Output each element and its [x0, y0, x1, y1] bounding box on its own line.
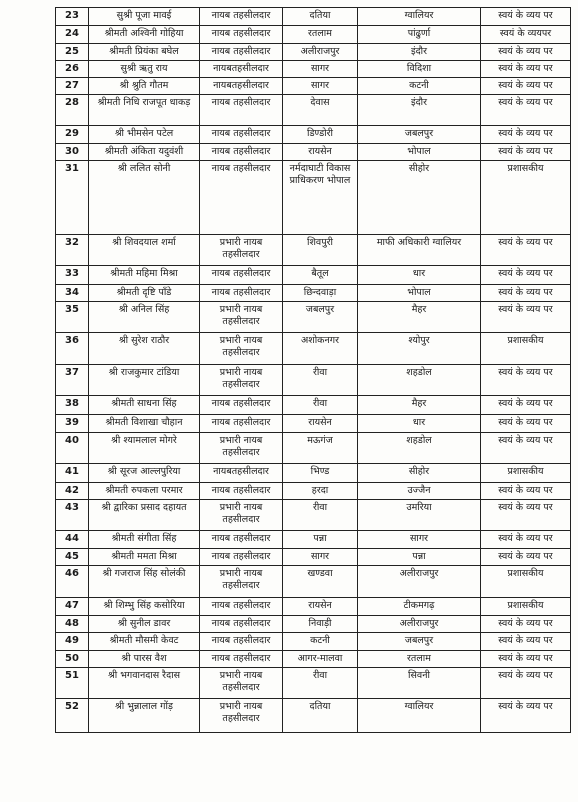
remark-cell: स्वयं के व्ययपर [481, 26, 571, 44]
to-location-cell: इंदौर [358, 44, 481, 61]
designation-cell: नायब तहसीलदार [200, 8, 283, 26]
remark-cell: स्वयं के व्यय पर [481, 483, 571, 500]
from-location-cell: शिवपुरी [283, 235, 358, 266]
to-location-cell: जबलपुर [358, 126, 481, 144]
officer-name-cell: श्री शिवदयाल शर्मा [89, 235, 200, 266]
from-location-cell: हरदा [283, 483, 358, 500]
remark-cell: स्वयं के व्यय पर [481, 633, 571, 651]
to-location-cell: उमरिया [358, 500, 481, 531]
remark-cell: प्रशासकीय [481, 333, 571, 365]
designation-cell: नायब तहसीलदार [200, 396, 283, 415]
serial-number-cell: 40 [56, 433, 89, 464]
from-location-cell: आगर-मालवा [283, 651, 358, 668]
designation-cell: नायब तहसीलदार [200, 144, 283, 161]
table-row [56, 266, 571, 285]
remark-cell: स्वयं के व्यय पर [481, 44, 571, 61]
table-row [56, 531, 571, 549]
designation-cell: प्रभारी नायब तहसीलदार [200, 500, 283, 531]
designation-cell: नायबतहसीलदार [200, 78, 283, 95]
to-location-cell: मैहर [358, 396, 481, 415]
serial-number-cell: 34 [56, 285, 89, 302]
officer-name-cell: श्रीमती प्रियंका बघेल [89, 44, 200, 61]
table-row [56, 333, 571, 365]
officer-name-cell: सुश्री ऋतु राय [89, 61, 200, 78]
serial-number-cell: 49 [56, 633, 89, 651]
officer-name-cell: श्री सुनील डावर [89, 616, 200, 633]
serial-number-cell: 45 [56, 549, 89, 566]
to-location-cell: पन्ना [358, 549, 481, 566]
table-row [56, 433, 571, 464]
designation-cell: प्रभारी नायब तहसीलदार [200, 668, 283, 699]
serial-number-cell: 33 [56, 266, 89, 285]
to-location-cell: अलीराजपुर [358, 616, 481, 633]
remark-cell: स्वयं के व्यय पर [481, 8, 571, 26]
serial-number-cell: 31 [56, 161, 89, 235]
serial-number-cell: 36 [56, 333, 89, 365]
serial-number-cell: 48 [56, 616, 89, 633]
officer-name-cell: श्रीमती अंकिता यदुवंशी [89, 144, 200, 161]
designation-cell: नायब तहसीलदार [200, 598, 283, 616]
from-location-cell: जबलपुर [283, 302, 358, 333]
officer-name-cell: श्रीमती अश्विनी गोहिया [89, 26, 200, 44]
officer-name-cell: श्री श्यामलाल मोगरे [89, 433, 200, 464]
remark-cell: प्रशासकीय [481, 161, 571, 235]
from-location-cell: अशोकनगर [283, 333, 358, 365]
serial-number-cell: 23 [56, 8, 89, 26]
table-row [56, 566, 571, 598]
transfer-table [55, 7, 571, 733]
officer-name-cell: श्रीमती मौसमी केवट [89, 633, 200, 651]
officer-name-cell: श्री भगवानदास रैदास [89, 668, 200, 699]
table-row [56, 144, 571, 161]
serial-number-cell: 47 [56, 598, 89, 616]
designation-cell: नायब तहसीलदार [200, 549, 283, 566]
remark-cell: स्वयं के व्यय पर [481, 285, 571, 302]
remark-cell: प्रशासकीय [481, 464, 571, 483]
table-row [56, 8, 571, 26]
designation-cell: प्रभारी नायब तहसीलदार [200, 699, 283, 733]
serial-number-cell: 29 [56, 126, 89, 144]
designation-cell: नायब तहसीलदार [200, 126, 283, 144]
table-row [56, 44, 571, 61]
from-location-cell: रायसेन [283, 598, 358, 616]
table-row [56, 161, 571, 235]
officer-name-cell: श्रीमती निधि राजपूत धाकड़ [89, 95, 200, 126]
officer-name-cell: श्री ललित सोनी [89, 161, 200, 235]
table-row [56, 95, 571, 126]
serial-number-cell: 35 [56, 302, 89, 333]
from-location-cell: डिण्डोरी [283, 126, 358, 144]
officer-name-cell: श्रीमती संगीता सिंह [89, 531, 200, 549]
officer-name-cell: श्रीमती साधना सिंह [89, 396, 200, 415]
officer-name-cell: श्री द्वारिका प्रसाद दहायत [89, 500, 200, 531]
to-location-cell: उज्जैन [358, 483, 481, 500]
officer-name-cell: सुश्री पूजा मावई [89, 8, 200, 26]
designation-cell: नायब तहसीलदार [200, 26, 283, 44]
to-location-cell: पांढुर्णा [358, 26, 481, 44]
officer-name-cell: श्रीमती रुपकला परमार [89, 483, 200, 500]
from-location-cell: नर्मदाघाटी विकास प्राधिकरण भोपाल [283, 161, 358, 235]
from-location-cell: रीवा [283, 365, 358, 396]
table-row [56, 126, 571, 144]
from-location-cell: अलीराजपुर [283, 44, 358, 61]
table-row [56, 365, 571, 396]
table-row [56, 61, 571, 78]
to-location-cell: भोपाल [358, 285, 481, 302]
officer-name-cell: श्री शिम्भु सिंह कसोरिया [89, 598, 200, 616]
table-row [56, 651, 571, 668]
from-location-cell: रीवा [283, 396, 358, 415]
designation-cell: नायब तहसीलदार [200, 266, 283, 285]
serial-number-cell: 43 [56, 500, 89, 531]
from-location-cell: भिण्ड [283, 464, 358, 483]
officer-name-cell: श्री भीमसेन पटेल [89, 126, 200, 144]
officer-name-cell: श्री भुन्नालाल गोंड़ [89, 699, 200, 733]
table-body [56, 8, 571, 733]
from-location-cell: निवाड़ी [283, 616, 358, 633]
designation-cell: नायबतहसीलदार [200, 61, 283, 78]
designation-cell: प्रभारी नायब तहसीलदार [200, 302, 283, 333]
designation-cell: नायब तहसीलदार [200, 44, 283, 61]
from-location-cell: सागर [283, 61, 358, 78]
table-row [56, 26, 571, 44]
serial-number-cell: 24 [56, 26, 89, 44]
officer-name-cell: श्री श्रुति गौतम [89, 78, 200, 95]
to-location-cell: टीकमगढ़ [358, 598, 481, 616]
from-location-cell: सागर [283, 78, 358, 95]
to-location-cell: सागर [358, 531, 481, 549]
serial-number-cell: 37 [56, 365, 89, 396]
designation-cell: नायब तहसीलदार [200, 651, 283, 668]
designation-cell: नायब तहसीलदार [200, 616, 283, 633]
serial-number-cell: 27 [56, 78, 89, 95]
table-row [56, 500, 571, 531]
to-location-cell: मैहर [358, 302, 481, 333]
remark-cell: प्रशासकीय [481, 598, 571, 616]
from-location-cell: कटनी [283, 633, 358, 651]
to-location-cell: इंदौर [358, 95, 481, 126]
serial-number-cell: 50 [56, 651, 89, 668]
from-location-cell: दतिया [283, 699, 358, 733]
table-row [56, 396, 571, 415]
table-row [56, 235, 571, 266]
to-location-cell: शहडोल [358, 365, 481, 396]
designation-cell: प्रभारी नायब तहसीलदार [200, 365, 283, 396]
to-location-cell: धार [358, 415, 481, 433]
officer-name-cell: श्री गजराज सिंह सोलंकी [89, 566, 200, 598]
serial-number-cell: 30 [56, 144, 89, 161]
officer-name-cell: श्रीमती दृष्टि पाँडे [89, 285, 200, 302]
serial-number-cell: 46 [56, 566, 89, 598]
designation-cell: प्रभारी नायब तहसीलदार [200, 333, 283, 365]
from-location-cell: दतिया [283, 8, 358, 26]
to-location-cell: सीहोर [358, 161, 481, 235]
from-location-cell: छिन्दवाड़ा [283, 285, 358, 302]
table-row [56, 415, 571, 433]
officer-name-cell: श्री सुरेश राठौर [89, 333, 200, 365]
serial-number-cell: 42 [56, 483, 89, 500]
to-location-cell: अलीराजपुर [358, 566, 481, 598]
to-location-cell: सीहोर [358, 464, 481, 483]
designation-cell: नायब तहसीलदार [200, 95, 283, 126]
designation-cell: प्रभारी नायब तहसीलदार [200, 566, 283, 598]
to-location-cell: कटनी [358, 78, 481, 95]
officer-name-cell: श्री अनिल सिंह [89, 302, 200, 333]
officer-name-cell: श्री राजकुमार टांडिया [89, 365, 200, 396]
table-row [56, 633, 571, 651]
from-location-cell: मऊगंज [283, 433, 358, 464]
officer-name-cell: श्रीमती ममता मिश्रा [89, 549, 200, 566]
remark-cell: स्वयं के व्यय पर [481, 302, 571, 333]
designation-cell: नायबतहसीलदार [200, 464, 283, 483]
remark-cell: स्वयं के व्यय पर [481, 433, 571, 464]
officer-name-cell: श्री सूरज आल्लपुरिया [89, 464, 200, 483]
from-location-cell: सागर [283, 549, 358, 566]
table-row [56, 464, 571, 483]
designation-cell: नायब तहसीलदार [200, 531, 283, 549]
to-location-cell: रतलाम [358, 651, 481, 668]
to-location-cell: जबलपुर [358, 633, 481, 651]
from-location-cell: रीवा [283, 668, 358, 699]
serial-number-cell: 25 [56, 44, 89, 61]
remark-cell: स्वयं के व्यय पर [481, 616, 571, 633]
officer-name-cell: श्रीमती महिमा मिश्रा [89, 266, 200, 285]
table-row [56, 668, 571, 699]
designation-cell: नायब तहसीलदार [200, 161, 283, 235]
from-location-cell: खण्डवा [283, 566, 358, 598]
table-row [56, 598, 571, 616]
remark-cell: स्वयं के व्यय पर [481, 95, 571, 126]
serial-number-cell: 51 [56, 668, 89, 699]
from-location-cell: रायसेन [283, 144, 358, 161]
remark-cell: स्वयं के व्यय पर [481, 266, 571, 285]
remark-cell: स्वयं के व्यय पर [481, 531, 571, 549]
serial-number-cell: 39 [56, 415, 89, 433]
serial-number-cell: 38 [56, 396, 89, 415]
serial-number-cell: 44 [56, 531, 89, 549]
designation-cell: नायब तहसीलदार [200, 285, 283, 302]
serial-number-cell: 32 [56, 235, 89, 266]
to-location-cell: भोपाल [358, 144, 481, 161]
remark-cell: स्वयं के व्यय पर [481, 365, 571, 396]
designation-cell: नायब तहसीलदार [200, 415, 283, 433]
officer-name-cell: श्री पारस वैश [89, 651, 200, 668]
remark-cell: स्वयं के व्यय पर [481, 415, 571, 433]
table-row [56, 78, 571, 95]
remark-cell: स्वयं के व्यय पर [481, 126, 571, 144]
from-location-cell: रीवा [283, 500, 358, 531]
to-location-cell: शहडोल [358, 433, 481, 464]
remark-cell: स्वयं के व्यय पर [481, 668, 571, 699]
table-row [56, 549, 571, 566]
designation-cell: प्रभारी नायब तहसीलदार [200, 235, 283, 266]
designation-cell: प्रभारी नायब तहसीलदार [200, 433, 283, 464]
serial-number-cell: 41 [56, 464, 89, 483]
from-location-cell: पन्ना [283, 531, 358, 549]
remark-cell: स्वयं के व्यय पर [481, 61, 571, 78]
to-location-cell: विदिशा [358, 61, 481, 78]
remark-cell: प्रशासकीय [481, 566, 571, 598]
designation-cell: नायब तहसीलदार [200, 483, 283, 500]
to-location-cell: माफी अधिकारी ग्वालियर [358, 235, 481, 266]
remark-cell: स्वयं के व्यय पर [481, 500, 571, 531]
table-row [56, 285, 571, 302]
table-row [56, 616, 571, 633]
designation-cell: नायब तहसीलदार [200, 633, 283, 651]
remark-cell: स्वयं के व्यय पर [481, 699, 571, 733]
from-location-cell: देवास [283, 95, 358, 126]
serial-number-cell: 28 [56, 95, 89, 126]
to-location-cell: ग्वालियर [358, 699, 481, 733]
to-location-cell: सिवनी [358, 668, 481, 699]
from-location-cell: रायसेन [283, 415, 358, 433]
table-row [56, 302, 571, 333]
from-location-cell: रतलाम [283, 26, 358, 44]
remark-cell: स्वयं के व्यय पर [481, 144, 571, 161]
serial-number-cell: 26 [56, 61, 89, 78]
remark-cell: स्वयं के व्यय पर [481, 549, 571, 566]
remark-cell: स्वयं के व्यय पर [481, 78, 571, 95]
remark-cell: स्वयं के व्यय पर [481, 396, 571, 415]
table-row [56, 483, 571, 500]
from-location-cell: बैतूल [283, 266, 358, 285]
officer-name-cell: श्रीमती विशाखा चौहान [89, 415, 200, 433]
remark-cell: स्वयं के व्यय पर [481, 235, 571, 266]
to-location-cell: श्योपुर [358, 333, 481, 365]
to-location-cell: ग्वालियर [358, 8, 481, 26]
table-row [56, 699, 571, 733]
to-location-cell: धार [358, 266, 481, 285]
remark-cell: स्वयं के व्यय पर [481, 651, 571, 668]
serial-number-cell: 52 [56, 699, 89, 733]
